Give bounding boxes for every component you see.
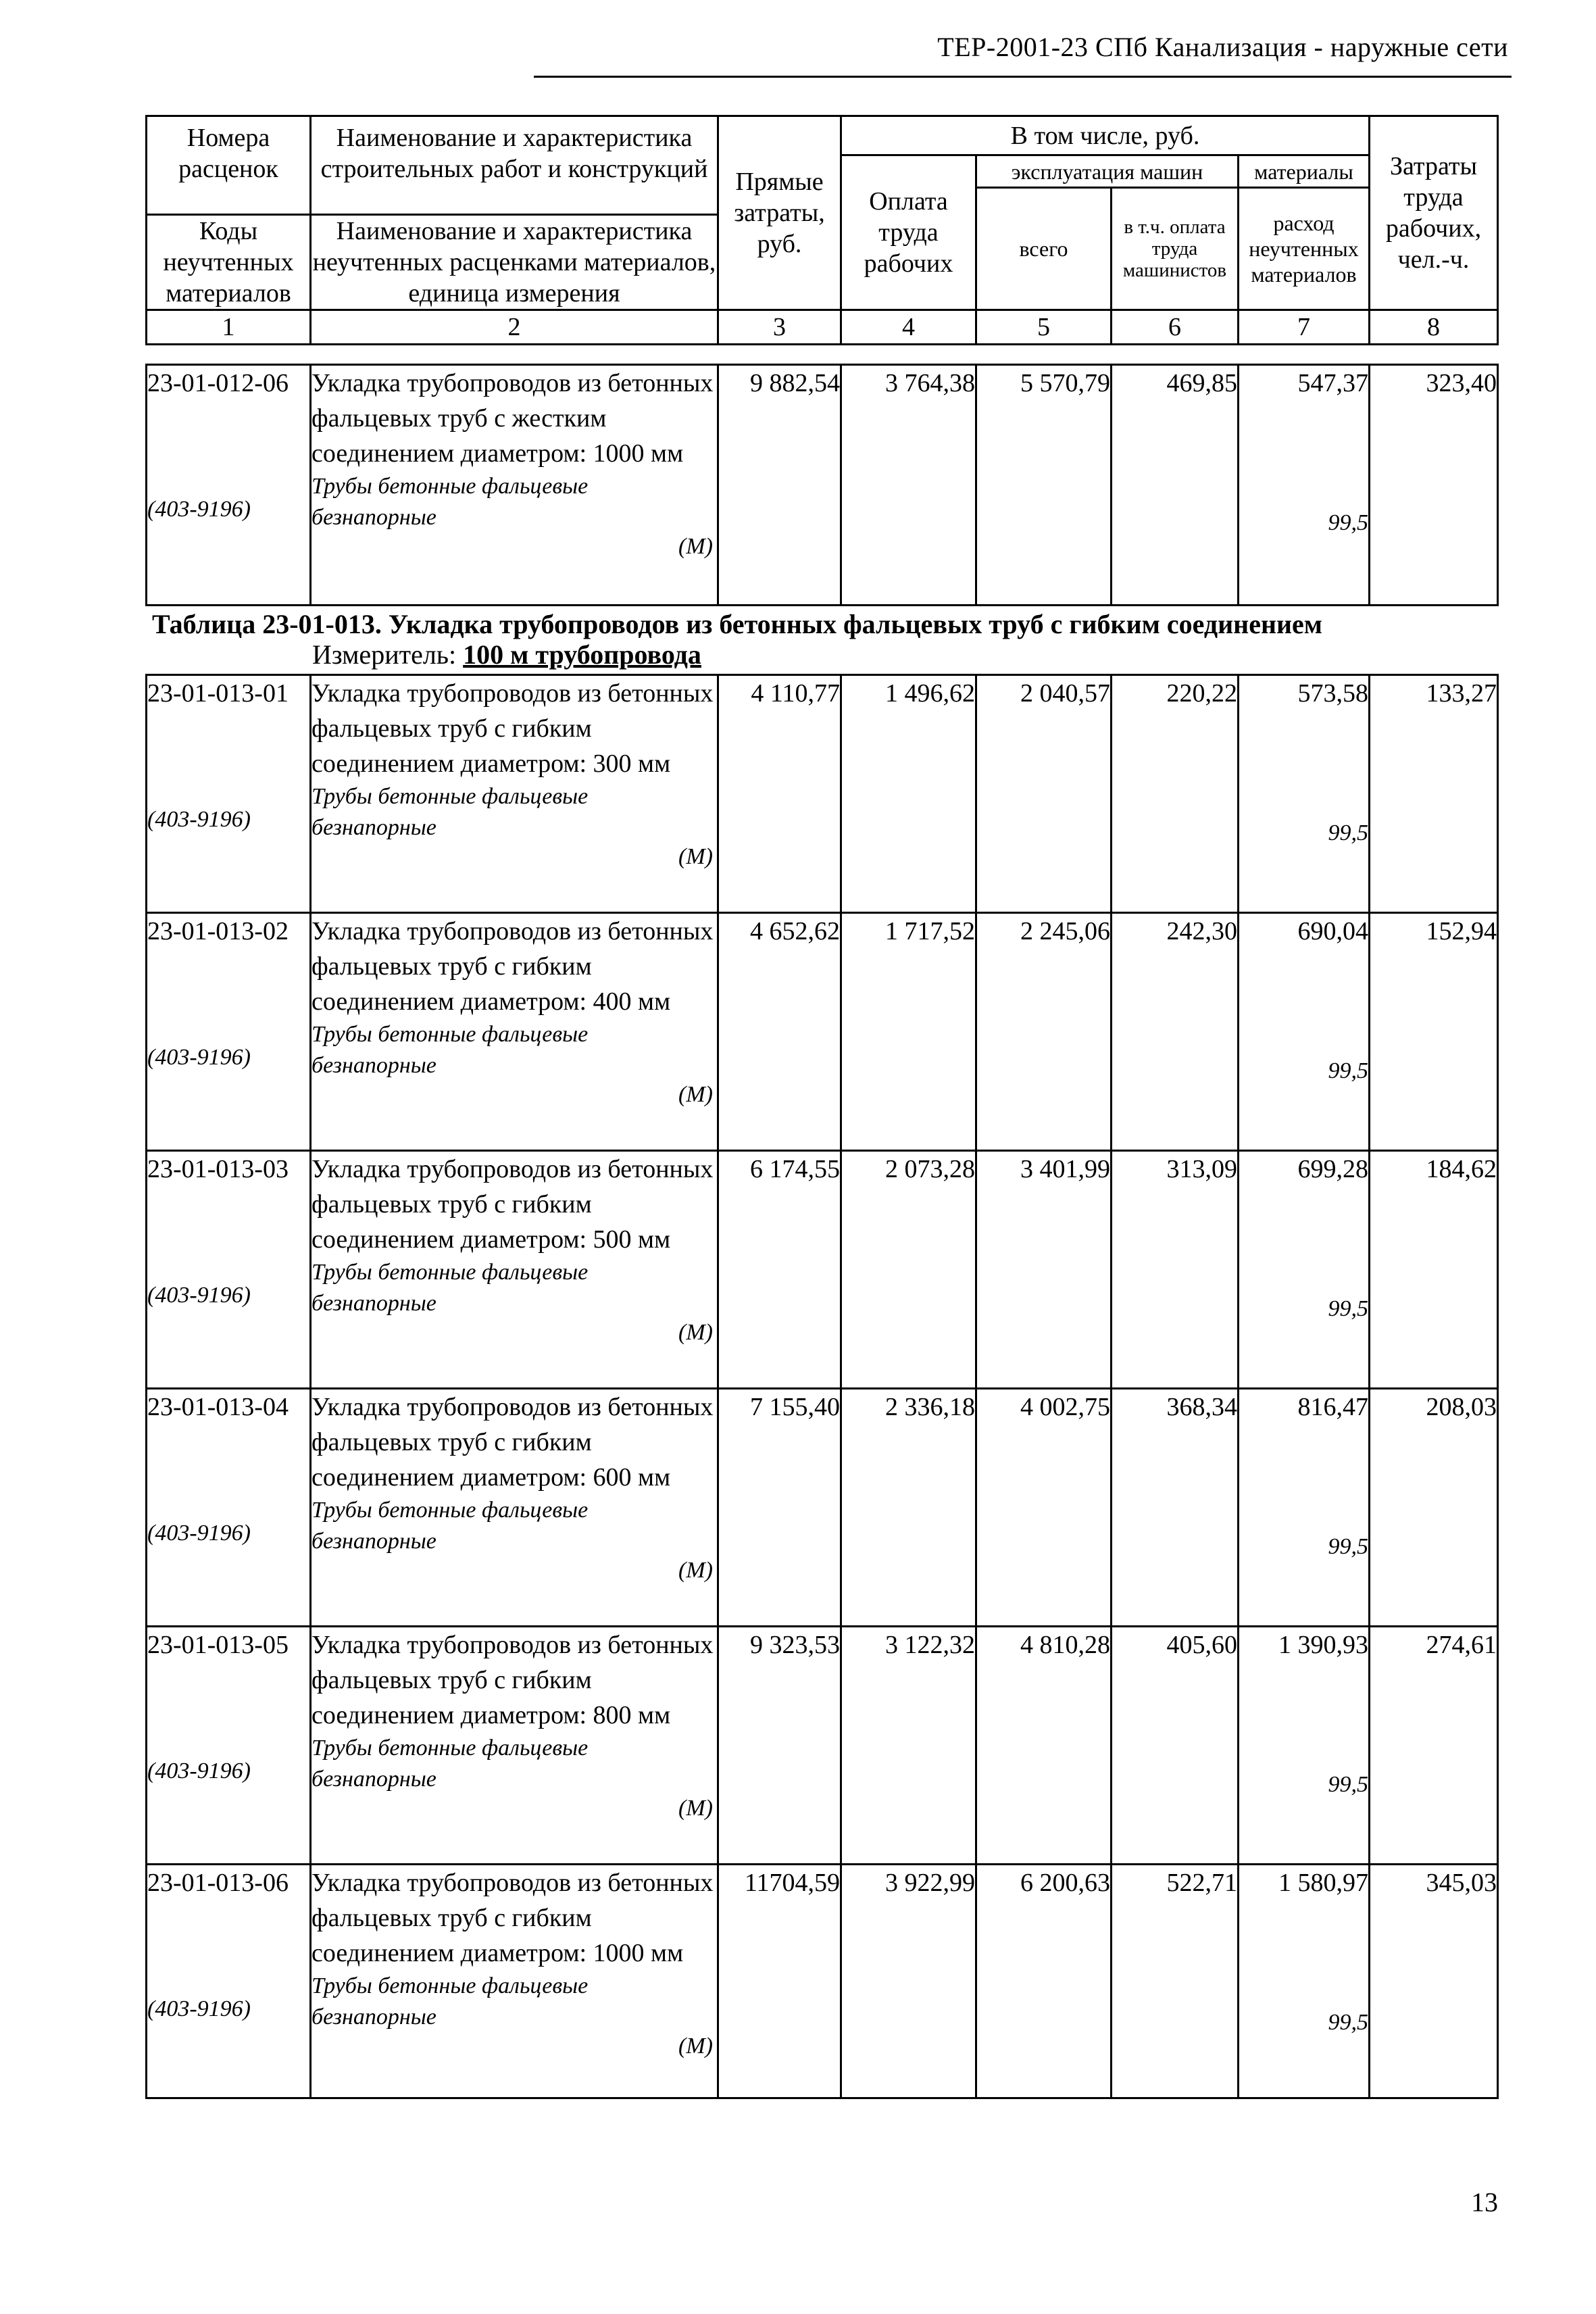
rate-code: 23-01-013-03: [147, 1155, 289, 1183]
labor-pay: 3 922,99: [841, 1865, 976, 2098]
labor-pay: 2 336,18: [841, 1389, 976, 1627]
labor-hours: 208,03: [1370, 1389, 1498, 1627]
rate-code: 23-01-013-06: [147, 1869, 289, 1897]
meter-label: Измеритель:: [312, 639, 457, 670]
header-codes-bottom: Коды неучтенных материалов: [147, 215, 311, 310]
unit-of-measure: (М): [678, 1082, 713, 1107]
labor-hours: 133,27: [1370, 675, 1498, 913]
col-number: 2: [311, 310, 718, 345]
header-rule: [534, 76, 1512, 78]
col-number: 5: [976, 310, 1112, 345]
labor-pay: 3 764,38: [841, 365, 976, 606]
table-row: [147, 365, 1498, 606]
machinists-pay: 220,22: [1112, 675, 1239, 913]
col-number: 1: [147, 310, 311, 345]
table-row: [147, 1627, 1498, 1865]
header-direct-costs: Прямые затраты, руб.: [718, 116, 841, 310]
direct-costs: 6 174,55: [718, 1151, 841, 1389]
rate-code: 23-01-013-05: [147, 1631, 289, 1659]
material-description: Трубы бетонные фальцевые безнапорные: [311, 1022, 589, 1078]
header-unaccounted-materials: расход неучтенных материалов: [1239, 188, 1370, 310]
header-codes-top: Номера расценок: [147, 116, 311, 215]
direct-costs: 11704,59: [718, 1865, 841, 2098]
material-code: (403-9196): [147, 1283, 251, 1308]
materials-cost: 816,47: [1297, 1393, 1368, 1421]
work-description: Укладка трубопроводов из бетонных фальцевых труб с гибким соединением диаметром: 300 мм: [311, 679, 714, 778]
material-description: Трубы бетонные фальцевые безнапорные: [311, 1973, 589, 2029]
machines-total: 2 245,06: [976, 913, 1112, 1151]
material-quantity: 99,5: [1328, 1296, 1368, 1321]
labor-pay: 1 496,62: [841, 675, 976, 913]
header-machinists-pay: в т.ч. оплата труда машинистов: [1112, 188, 1239, 310]
table-row: [147, 1389, 1498, 1627]
table-row: [147, 675, 1498, 913]
machines-total: 3 401,99: [976, 1151, 1112, 1389]
machinists-pay: 405,60: [1112, 1627, 1239, 1865]
material-code: (403-9196): [147, 1996, 251, 2021]
materials-cost: 1 580,97: [1278, 1869, 1368, 1897]
material-quantity: 99,5: [1328, 1058, 1368, 1083]
labor-hours: 184,62: [1370, 1151, 1498, 1389]
unit-of-measure: (М): [678, 1558, 713, 1583]
materials-cost: 699,28: [1297, 1155, 1368, 1183]
table-row: [147, 1151, 1498, 1389]
machinists-pay: 242,30: [1112, 913, 1239, 1151]
material-quantity: 99,5: [1328, 1772, 1368, 1797]
document-header-title: ТЕР-2001-23 СПб Канализация - наружные сети: [937, 32, 1508, 62]
material-code: (403-9196): [147, 1045, 251, 1070]
rate-code: 23-01-013-04: [147, 1393, 289, 1421]
labor-pay: 3 122,32: [841, 1627, 976, 1865]
machines-total: 4 810,28: [976, 1627, 1112, 1865]
col-number: 6: [1112, 310, 1239, 345]
machinists-pay: 368,34: [1112, 1389, 1239, 1627]
material-quantity: 99,5: [1328, 1534, 1368, 1559]
work-description: Укладка трубопроводов из бетонных фальцевых труб с гибким соединением диаметром: 400 мм: [311, 917, 714, 1016]
price-table-013: [145, 674, 1499, 2099]
materials-cost: 1 390,93: [1278, 1631, 1368, 1659]
table-row: [147, 913, 1498, 1151]
unit-of-measure: (М): [678, 2034, 713, 2059]
header-name-top: Наименование и характеристика строительных работ и конструкций: [311, 116, 718, 215]
materials-cost: 547,37: [1297, 369, 1368, 397]
work-description: Укладка трубопроводов из бетонных фальцевых труб с гибким соединением диаметром: 1000 мм: [311, 1869, 714, 1967]
meter-value: 100 м трубопровода: [463, 639, 701, 670]
material-description: Трубы бетонные фальцевые безнапорные: [311, 1260, 589, 1316]
direct-costs: 7 155,40: [718, 1389, 841, 1627]
work-description: Укладка трубопроводов из бетонных фальцевых труб с гибким соединением диаметром: 800 мм: [311, 1631, 714, 1729]
header-labor-hours: Затраты труда рабочих, чел.-ч.: [1370, 116, 1498, 310]
direct-costs: 9 882,54: [718, 365, 841, 606]
unit-of-measure: (М): [678, 1796, 713, 1821]
labor-hours: 323,40: [1370, 365, 1498, 606]
header-materials: материалы: [1239, 155, 1370, 188]
work-description: Укладка трубопроводов из бетонных фальцевых труб с жестким соединением диаметром: 1000 мм: [311, 369, 714, 468]
work-description: Укладка трубопроводов из бетонных фальцевых труб с гибким соединением диаметром: 500 мм: [311, 1155, 714, 1254]
machines-total: 5 570,79: [976, 365, 1112, 606]
unit-of-measure: (М): [678, 844, 713, 869]
rate-code: 23-01-012-06: [147, 369, 289, 397]
material-code: (403-9196): [147, 497, 251, 522]
material-code: (403-9196): [147, 1758, 251, 1783]
labor-pay: 2 073,28: [841, 1151, 976, 1389]
page-number: 13: [1471, 2187, 1498, 2217]
header-machines: эксплуатация машин: [976, 155, 1239, 188]
table-row: [147, 1865, 1498, 2098]
price-table-012: [145, 364, 1499, 606]
material-code: (403-9196): [147, 1521, 251, 1546]
rate-code: 23-01-013-02: [147, 917, 289, 945]
material-description: Трубы бетонные фальцевые безнапорные: [311, 1736, 589, 1792]
direct-costs: 4 652,62: [718, 913, 841, 1151]
labor-hours: 274,61: [1370, 1627, 1498, 1865]
direct-costs: 4 110,77: [718, 675, 841, 913]
machinists-pay: 522,71: [1112, 1865, 1239, 2098]
machinists-pay: 469,85: [1112, 365, 1239, 606]
unit-of-measure: (М): [678, 1320, 713, 1345]
rate-code: 23-01-013-01: [147, 679, 289, 708]
material-description: Трубы бетонные фальцевые безнапорные: [311, 474, 589, 530]
machinists-pay: 313,09: [1112, 1151, 1239, 1389]
header-including: В том числе, руб.: [841, 116, 1370, 155]
labor-pay: 1 717,52: [841, 913, 976, 1151]
table-title: Таблица 23-01-013. Укладка трубопроводов из бетонных фальцевых труб с гибким соединением: [152, 609, 1323, 639]
material-description: Трубы бетонные фальцевые безнапорные: [311, 1498, 589, 1554]
material-quantity: 99,5: [1328, 510, 1368, 535]
col-number: 7: [1239, 310, 1370, 345]
machines-total: 2 040,57: [976, 675, 1112, 913]
materials-cost: 573,58: [1297, 679, 1368, 708]
header-name-bottom: Наименование и характеристика неучтенных расценками материалов, единица измерения: [311, 215, 718, 310]
work-description: Укладка трубопроводов из бетонных фальцевых труб с гибким соединением диаметром: 600 мм: [311, 1393, 714, 1492]
material-quantity: 99,5: [1328, 2010, 1368, 2035]
labor-hours: 345,03: [1370, 1865, 1498, 2098]
labor-hours: 152,94: [1370, 913, 1498, 1151]
material-code: (403-9196): [147, 807, 251, 832]
direct-costs: 9 323,53: [718, 1627, 841, 1865]
material-description: Трубы бетонные фальцевые безнапорные: [311, 784, 589, 840]
material-quantity: 99,5: [1328, 820, 1368, 845]
col-number: 8: [1370, 310, 1498, 345]
header-machines-total: всего: [976, 188, 1112, 310]
machines-total: 6 200,63: [976, 1865, 1112, 2098]
col-number: 3: [718, 310, 841, 345]
unit-of-measure: (М): [678, 534, 713, 559]
price-table-header: [145, 115, 1499, 345]
materials-cost: 690,04: [1297, 917, 1368, 945]
machines-total: 4 002,75: [976, 1389, 1112, 1627]
col-number: 4: [841, 310, 976, 345]
table-meter: [312, 639, 701, 670]
header-labor-pay: Оплата труда рабочих: [841, 155, 976, 310]
